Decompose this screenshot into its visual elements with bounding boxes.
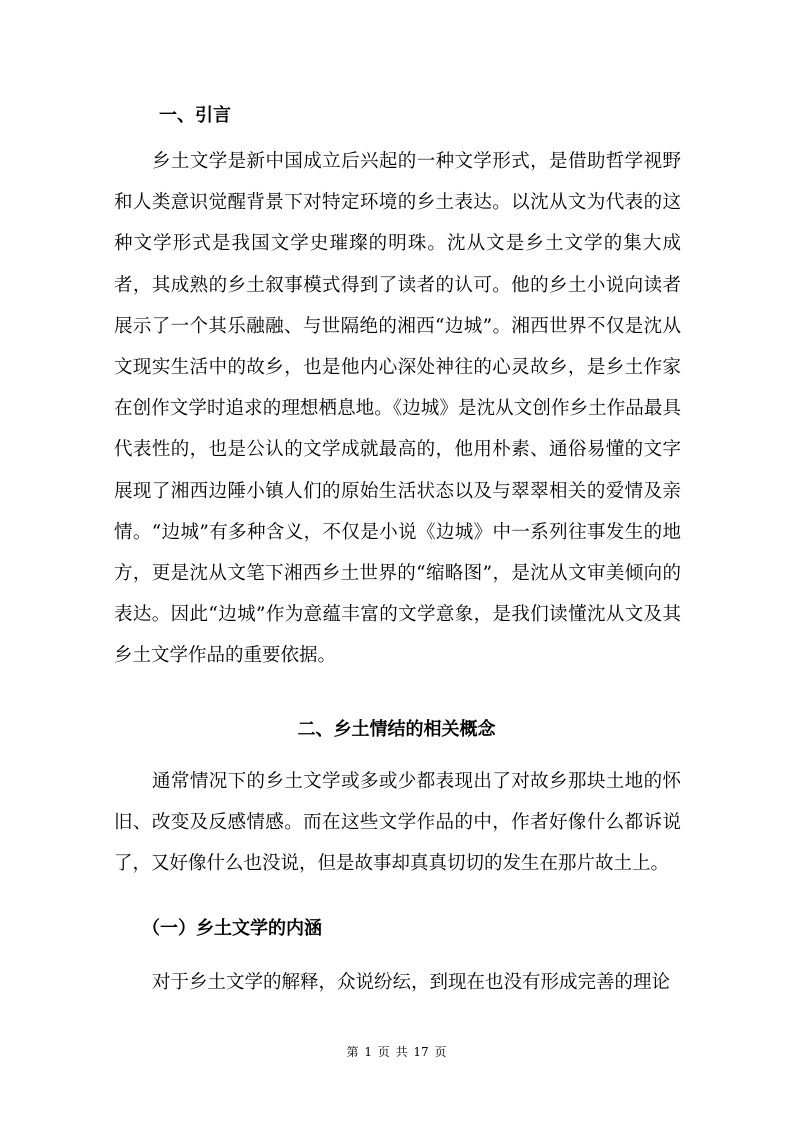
- section-heading-introduction: 一、引言: [159, 105, 231, 126]
- subsection-heading-connotation: （一）乡土文学的内涵: [142, 918, 322, 939]
- section-heading-concepts: 二、乡土情结的相关概念: [297, 719, 496, 740]
- paragraph-connotation: 对于乡土文学的解释，众说纷纭，到现在也没有形成完善的理论: [152, 972, 671, 993]
- paragraph-introduction: 乡土文学是新中国成立后兴起的一种文学形式，是借助哲学视野和人类意识觉醒背景下对特定环境的乡土表达。以沈从文为代表的这种文学形式是我国文学史璀璨的明珠。沈从文是乡土文学的集大成者，其成熟的乡土叙事模式得到了读者的认可。他的乡土小说向读者展示了一个其乐融融、与世隔绝的湘西“边城”。湘西世界不仅是沈从文现实生活中的故乡，也是他内心深处神往的心灵故乡，是乡土作家在创作文学时追求的理想栖息地。《边城》是沈从文创作乡土作品最具代表性的，也是公认的文学成就最高的，他用朴素、通俗易懂的文字展现了湘西边陲小镇人们的原始生活状态以及与翠翠相关的爱情及亲情。“边城”有多种含义，不仅是小说《边城》中一系列往事发生的地方，更是沈从文笔下湘西乡土世界的“缩略图”，是沈从文审美倾向的表达。因此“边城”作为意蕴丰富的文学意象，是我们读懂沈从文及其乡土文学作品的重要依据。: [114, 151, 681, 667]
- page-number-footer: 第 1 页 共 17 页: [346, 1045, 447, 1059]
- paragraph-concepts: 通常情况下的乡土文学或多或少都表现出了对故乡那块土地的怀旧、改变及反感情感。而在这些文学作品的中，作者好像什么都诉说了，又好像什么也没说，但是故事却真真切切的发生在那片故土上。: [114, 771, 681, 875]
